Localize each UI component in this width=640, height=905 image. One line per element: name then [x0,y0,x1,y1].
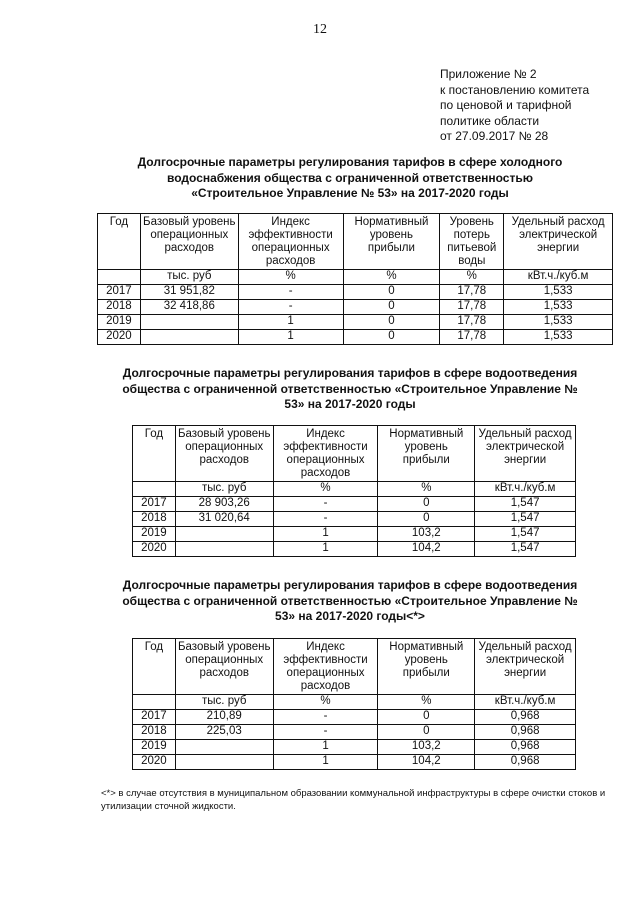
data-cell: - [238,285,343,300]
unit-cell: % [273,695,378,710]
table-row [133,512,576,527]
year-cell: 2018 [133,512,176,527]
unit-cell: % [273,482,378,497]
unit-cell: % [343,270,440,285]
data-cell: 0,968 [475,710,576,725]
data-cell: 0 [378,512,475,527]
data-cell: 0 [378,710,475,725]
data-cell [175,740,273,755]
data-cell: 0 [343,315,440,330]
title-line: Долгосрочные параметры регулирования тарифов в сфере холодного [137,155,563,169]
unit-cell: тыс. руб [140,270,238,285]
appendix-line: политике области [440,113,540,128]
data-cell: 104,2 [378,542,475,557]
year-cell: 2019 [133,740,176,755]
data-cell: 1,533 [504,285,613,300]
col-header-year: Год [133,426,176,482]
data-cell: 104,2 [378,755,475,770]
table-row [133,710,576,725]
unit-cell: кВт.ч./куб.м [504,270,613,285]
col-header-base-opex: Базовый уровень операционных расходов [175,639,273,695]
data-cell: 17,78 [440,285,504,300]
unit-cell: тыс. руб [175,695,273,710]
data-cell: 0,968 [475,740,576,755]
unit-cell: кВт.ч./куб.м [475,695,576,710]
header-row [98,214,613,270]
year-cell: 2019 [98,315,141,330]
page-number: 12 [313,22,327,37]
units-row [98,270,613,285]
table-cold-water [97,213,613,345]
data-cell: 1 [273,542,378,557]
data-cell: 1,533 [504,300,613,315]
appendix-line: по ценовой и тарифной [440,98,572,112]
data-cell: 1 [273,527,378,542]
section-title-wastewater [80,366,620,413]
col-header-profit-level: Нормативный уровень прибыли [343,214,440,270]
appendix-line: к постановлению комитета [440,82,590,97]
title-line: водоснабжения общества с ограниченной ответственностью [167,170,533,185]
unit-cell: кВт.ч./куб.м [475,482,576,497]
unit-cell [98,270,141,285]
data-cell: 1 [238,315,343,330]
data-cell: 0 [378,497,475,512]
title-line: общества с ограниченной ответственностью «Строительное Управление № [122,593,578,608]
units-row [133,695,576,710]
data-cell [140,330,238,345]
table-wastewater-alt [132,638,576,770]
table-row [133,497,576,512]
year-cell: 2020 [133,542,176,557]
data-cell: 0,968 [475,725,576,740]
col-header-profit-level: Нормативный уровень прибыли [378,639,475,695]
table-wastewater [132,425,576,557]
data-cell: 17,78 [440,330,504,345]
header-row [133,426,576,482]
unit-cell [133,482,176,497]
data-cell: 1 [238,330,343,345]
year-cell: 2018 [98,300,141,315]
section-title-wastewater-alt [80,578,620,625]
year-cell: 2017 [133,710,176,725]
appendix-line: Приложение № 2 [440,67,537,81]
title-line: общества с ограниченной ответственностью «Строительное Управление № [122,381,578,396]
title-line: Долгосрочные параметры регулирования тарифов в сфере водоотведения [122,578,578,592]
table-row [98,315,613,330]
col-header-energy: Удельный расход электрической энергии [504,214,613,270]
data-cell: 0 [378,725,475,740]
table-row [133,527,576,542]
title-line: 53» на 2017-2020 годы [284,397,416,411]
unit-cell: % [378,695,475,710]
data-cell: 210,89 [175,710,273,725]
col-header-base-opex: Базовый уровень операционных расходов [140,214,238,270]
year-cell: 2020 [133,755,176,770]
col-header-year: Год [98,214,141,270]
data-cell: 1 [273,740,378,755]
footnote: <*> в случае отсутствия в муниципальном образовании коммунальной инфраструктуры в сфере очистки стоков и утилизации сточной жидкости. [101,788,606,812]
data-cell: 103,2 [378,527,475,542]
data-cell: - [273,725,378,740]
data-cell: 0 [343,285,440,300]
data-cell [175,527,273,542]
data-cell: 225,03 [175,725,273,740]
data-cell: 17,78 [440,300,504,315]
col-header-profit-level: Нормативный уровень прибыли [378,426,475,482]
data-cell [175,542,273,557]
data-cell: - [273,497,378,512]
data-cell: 0 [343,300,440,315]
table-row [133,740,576,755]
data-cell: 1,533 [504,330,613,345]
unit-cell [133,695,176,710]
col-header-efficiency-index: Индекс эффективности операционных расходов [273,639,378,695]
year-cell: 2017 [98,285,141,300]
col-header-energy: Удельный расход электрической энергии [475,639,576,695]
table-row [98,330,613,345]
table-row [133,755,576,770]
year-cell: 2019 [133,527,176,542]
data-cell: 1,547 [475,542,576,557]
title-line: Долгосрочные параметры регулирования тарифов в сфере водоотведения [122,366,578,380]
table-row [133,725,576,740]
table-row [98,300,613,315]
header-row [133,639,576,695]
table-row [133,542,576,557]
col-header-base-opex: Базовый уровень операционных расходов [175,426,273,482]
data-cell: 0,968 [475,755,576,770]
title-line: 53» на 2017-2020 годы<*> [275,609,425,623]
col-header-water-loss: Уровень потерь питьевой воды [440,214,504,270]
col-header-efficiency-index: Индекс эффективности операционных расходов [238,214,343,270]
unit-cell: тыс. руб [175,482,273,497]
data-cell: 31 020,64 [175,512,273,527]
data-cell: 1,547 [475,527,576,542]
year-cell: 2017 [133,497,176,512]
data-cell: 1,533 [504,315,613,330]
unit-cell: % [378,482,475,497]
title-line: «Строительное Управление № 53» на 2017-2020 годы [191,186,509,200]
data-cell: 32 418,86 [140,300,238,315]
col-header-efficiency-index: Индекс эффективности операционных расходов [273,426,378,482]
data-cell: - [273,710,378,725]
year-cell: 2020 [98,330,141,345]
data-cell: 103,2 [378,740,475,755]
data-cell: 31 951,82 [140,285,238,300]
data-cell: 1,547 [475,512,576,527]
year-cell: 2018 [133,725,176,740]
data-cell: 1,547 [475,497,576,512]
col-header-energy: Удельный расход электрической энергии [475,426,576,482]
data-cell: 0 [343,330,440,345]
data-cell: 28 903,26 [175,497,273,512]
data-cell: 1 [273,755,378,770]
data-cell: 17,78 [440,315,504,330]
table-row [98,285,613,300]
units-row [133,482,576,497]
data-cell [140,315,238,330]
col-header-year: Год [133,639,176,695]
unit-cell: % [440,270,504,285]
appendix-line: от 27.09.2017 № 28 [440,129,549,143]
data-cell [175,755,273,770]
data-cell: - [273,512,378,527]
appendix-note [440,67,589,145]
unit-cell: % [238,270,343,285]
section-title-cold-water [80,155,620,202]
data-cell: - [238,300,343,315]
